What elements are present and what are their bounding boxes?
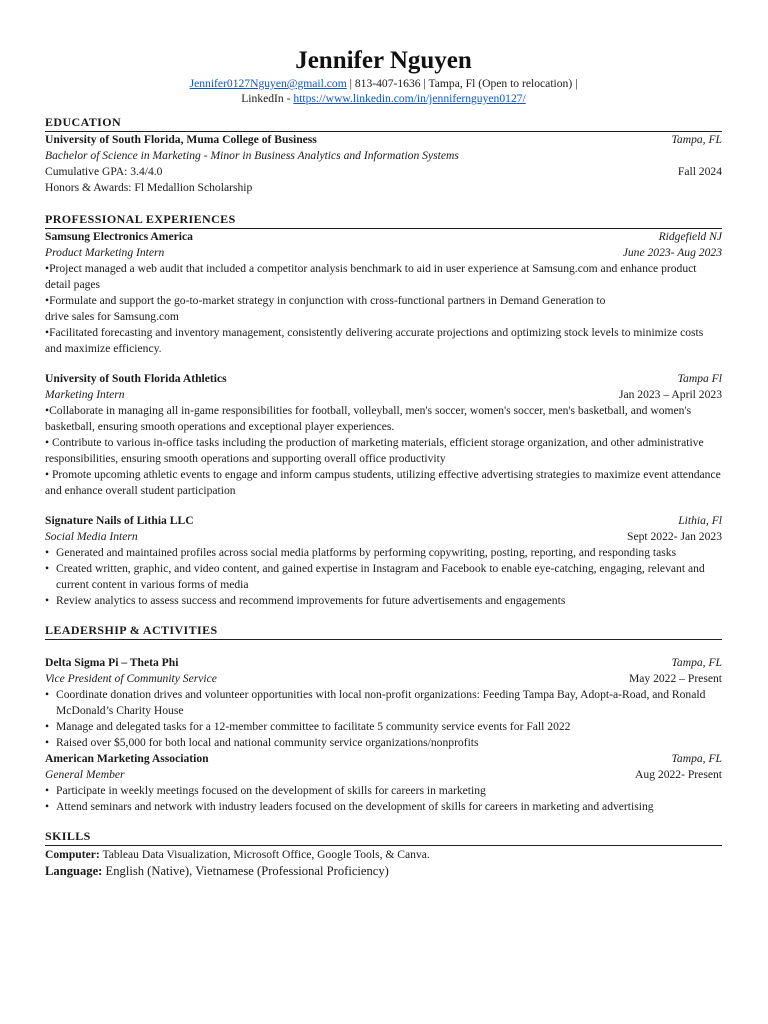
job-location: Tampa Fl: [677, 372, 722, 385]
skills-language-label: Language:: [45, 864, 103, 878]
activity-entry: [45, 751, 722, 815]
job-bullet: • Contribute to various in-office tasks including the production of marketing materials, efficient storage organization, and other administrative responsibilities, ensuring smooth operations and supporting overall office productivity: [45, 436, 704, 465]
experience-heading: PROFESSIONAL EXPERIENCES: [45, 212, 722, 229]
email-link[interactable]: Jennifer0127Nguyen@gmail.com: [189, 77, 347, 90]
job-role: Social Media Intern: [45, 530, 138, 543]
skills-heading: SKILLS: [45, 829, 722, 846]
activity-bullet: • Coordinate donation drives and volunteer opportunities with local non-profit organizations: Feeding Tampa Bay, Adopt-a-Road, and Ronald McDonald’s Charity House: [45, 688, 706, 717]
activity-role: Vice President of Community Service: [45, 672, 217, 685]
skills-computer: [45, 846, 722, 863]
education-heading: EDUCATION: [45, 115, 722, 132]
job-org: Signature Nails of Lithia LLC: [45, 514, 194, 527]
activity-dates: Aug 2022- Present: [635, 768, 722, 781]
job-entry: [45, 513, 722, 609]
candidate-name: Jennifer Nguyen: [295, 47, 472, 74]
activity-entry: [45, 655, 722, 751]
job-org: University of South Florida Athletics: [45, 372, 227, 385]
education-school-row: [45, 132, 722, 148]
job-bullet: •Facilitated forecasting and inventory management, consistently delivering accurate projections and optimizing stock levels to minimize costs and maximize efficiency.: [45, 326, 704, 355]
job-role: Marketing Intern: [45, 388, 125, 401]
activity-org: American Marketing Association: [45, 752, 209, 765]
skills-language: [45, 863, 722, 880]
activity-bullet: • Manage and delegated tasks for a 12-member committee to facilitate 5 community service events for Fall 2022: [45, 720, 571, 733]
job-bullet: • Generated and maintained profiles across social media platforms by performing copywriting, posting, reporting, and responding tasks: [45, 546, 677, 559]
job-dates: Sept 2022- Jan 2023: [627, 530, 722, 543]
gpa-row: [45, 164, 722, 180]
honors: Honors & Awards: Fl Medallion Scholarship: [45, 181, 253, 194]
degree: Bachelor of Science in Marketing - Minor in Business Analytics and Information Systems: [45, 149, 459, 162]
job-dates: Jan 2023 – April 2023: [618, 388, 722, 401]
job-entry: [45, 371, 722, 499]
school-location: Tampa, FL: [671, 133, 722, 146]
contact-details: | 813-407-1636 | Tampa, Fl (Open to relocation) |: [346, 77, 578, 90]
job-bullet: •Formulate and support the go-to-market strategy in conjunction with cross-functional partners in Demand Generation to drive sales for Samsung.com: [45, 294, 606, 323]
job-role: Product Marketing Intern: [45, 246, 165, 259]
graduation-date: Fall 2024: [677, 165, 722, 178]
job-location: Lithia, Fl: [678, 514, 722, 527]
activity-location: Tampa, FL: [671, 752, 722, 765]
contact-line: [45, 76, 722, 91]
linkedin-prefix: LinkedIn -: [241, 92, 294, 105]
school-name: University of South Florida, Muma College of Business: [45, 133, 317, 146]
activity-role: General Member: [45, 768, 125, 781]
activity-org: Delta Sigma Pi – Theta Phi: [45, 656, 179, 669]
leadership-heading: LEADERSHIP & ACTIVITIES: [45, 623, 722, 640]
resume-page: [45, 46, 722, 880]
linkedin-line: [45, 91, 722, 106]
activity-bullet: • Participate in weekly meetings focused on the development of skills for careers in marketing: [45, 784, 486, 797]
activity-dates: May 2022 – Present: [628, 672, 722, 685]
skills-language-value: English (Native), Vietnamese (Professional Proficiency): [102, 864, 389, 878]
activity-bullet: • Raised over $5,000 for both local and national community service organizations/nonprofits: [45, 736, 479, 749]
activity-location: Tampa, FL: [671, 656, 722, 669]
gpa: Cumulative GPA: 3.4/4.0: [45, 165, 163, 178]
job-location: Ridgefield NJ: [658, 230, 722, 243]
job-org: Samsung Electronics America: [45, 230, 193, 243]
activity-bullet: • Attend seminars and network with industry leaders focused on the development of skills for careers in marketing and advertising: [45, 800, 654, 813]
skills-computer-label: Computer:: [45, 848, 100, 861]
skills-computer-value: Tableau Data Visualization, Microsoft Office, Google Tools, & Canva.: [99, 848, 430, 861]
job-bullet: • Created written, graphic, and video content, and gained expertise in Instagram and Facebook to enable eye-catching, engaging, relevant and current content in various forms of media: [45, 562, 705, 591]
job-dates: June 2023- Aug 2023: [622, 246, 722, 259]
linkedin-link[interactable]: https://www.linkedin.com/in/jennifernguyen0127/: [293, 92, 526, 105]
job-bullet: • Review analytics to assess success and recommend improvements for future advertisements and engagements: [45, 594, 566, 607]
job-bullet: • Promote upcoming athletic events to engage and inform campus students, utilizing effective advertising strategies to maximize event attendance and enhance overall student participation: [45, 468, 721, 497]
job-bullet: •Collaborate in managing all in-game responsibilities for football, volleyball, men's soccer, women's soccer, men's basketball, and women's basketball, ensuring smooth operations and exceptional player experiences.: [45, 404, 692, 433]
job-bullet: •Project managed a web audit that included a competitor analysis benchmark to aid in user experience at Samsung.com and enhance product detail pages: [45, 262, 697, 291]
job-entry: [45, 229, 722, 357]
